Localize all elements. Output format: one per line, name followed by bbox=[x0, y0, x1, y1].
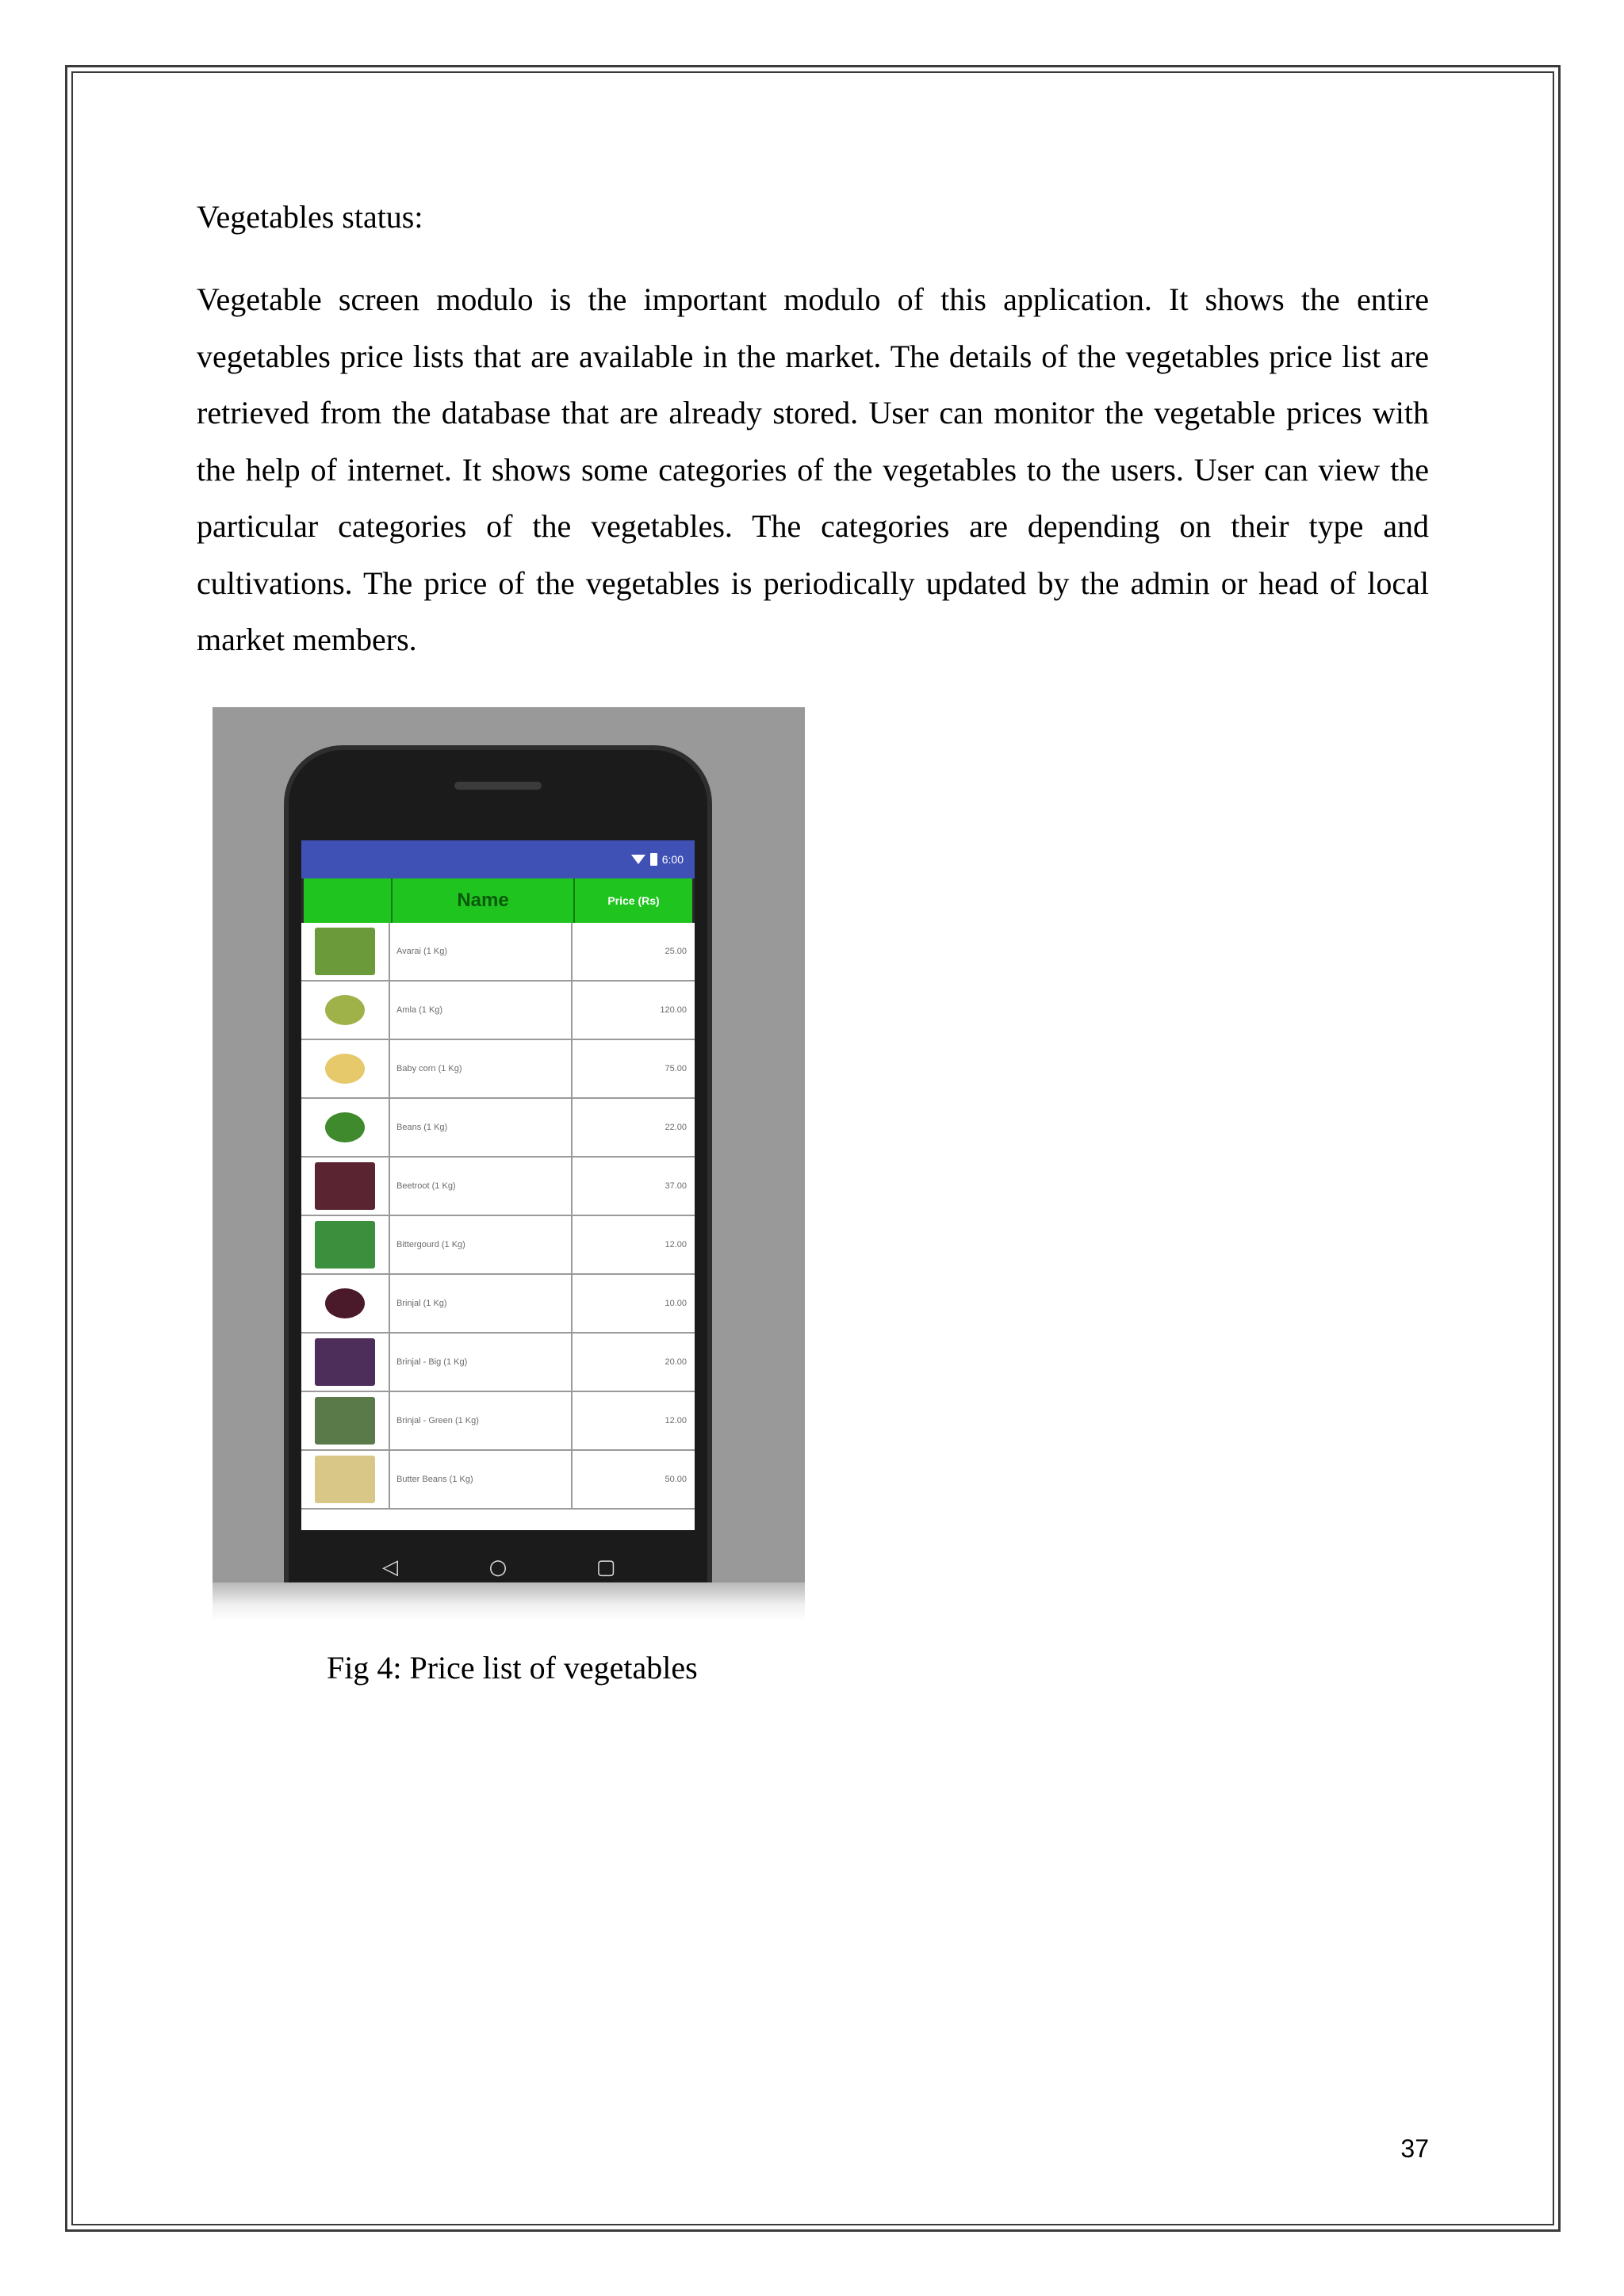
row-name: Brinjal - Big (1 Kg) bbox=[390, 1334, 573, 1391]
price-table-body bbox=[301, 923, 695, 1510]
row-name: Beetroot (1 Kg) bbox=[390, 1158, 573, 1215]
phone-screen bbox=[301, 840, 695, 1530]
row-name: Avarai (1 Kg) bbox=[390, 923, 573, 980]
table-row[interactable] bbox=[301, 982, 695, 1040]
phone-screenshot-figure bbox=[213, 707, 805, 1621]
brinjal-big-thumbnail bbox=[315, 1338, 375, 1386]
row-name: Beans (1 Kg) bbox=[390, 1099, 573, 1156]
row-price: 75.00 bbox=[665, 1064, 687, 1073]
row-image-cell bbox=[301, 1099, 390, 1156]
amla-thumbnail bbox=[325, 995, 365, 1025]
row-image-cell bbox=[301, 923, 390, 980]
row-image-cell bbox=[301, 982, 390, 1039]
table-row[interactable] bbox=[301, 923, 695, 982]
row-price: 120.00 bbox=[660, 1005, 687, 1015]
recents-icon[interactable]: ▢ bbox=[596, 1556, 616, 1579]
header-image-column bbox=[304, 878, 393, 923]
table-row[interactable] bbox=[301, 1392, 695, 1451]
brinjal-green-thumbnail bbox=[315, 1397, 375, 1445]
table-row[interactable] bbox=[301, 1216, 695, 1275]
baby-corn-thumbnail bbox=[325, 1054, 365, 1084]
row-image-cell bbox=[301, 1040, 390, 1097]
row-price: 25.00 bbox=[665, 947, 687, 956]
row-price: 22.00 bbox=[665, 1123, 687, 1132]
row-image-cell bbox=[301, 1158, 390, 1215]
row-name: Brinjal - Green (1 Kg) bbox=[390, 1392, 573, 1449]
table-row[interactable] bbox=[301, 1334, 695, 1392]
table-row[interactable] bbox=[301, 1158, 695, 1216]
home-icon[interactable]: ○ bbox=[488, 1556, 508, 1579]
phone-mockup bbox=[284, 745, 712, 1594]
figure-caption: Fig 4: Price list of vegetables bbox=[327, 1650, 698, 1686]
price-table-header bbox=[301, 878, 695, 923]
row-price: 50.00 bbox=[665, 1475, 687, 1484]
header-name: Name bbox=[393, 878, 575, 923]
page-number: 37 bbox=[1400, 2134, 1429, 2163]
section-heading: Vegetables status: bbox=[197, 199, 423, 235]
row-price: 20.00 bbox=[665, 1357, 687, 1367]
row-price: 12.00 bbox=[665, 1240, 687, 1249]
beetroot-thumbnail bbox=[315, 1162, 375, 1210]
figure-bottom-strip bbox=[213, 1582, 805, 1621]
row-name: Brinjal (1 Kg) bbox=[390, 1275, 573, 1332]
row-image-cell bbox=[301, 1275, 390, 1332]
beans-thumbnail bbox=[325, 1112, 365, 1142]
status-bar bbox=[301, 840, 695, 878]
row-image-cell bbox=[301, 1451, 390, 1508]
row-name: Baby corn (1 Kg) bbox=[390, 1040, 573, 1097]
table-row[interactable] bbox=[301, 1451, 695, 1510]
row-name: Butter Beans (1 Kg) bbox=[390, 1451, 573, 1508]
brinjal-thumbnail bbox=[325, 1288, 365, 1318]
phone-speaker bbox=[454, 782, 542, 790]
row-price: 37.00 bbox=[665, 1181, 687, 1191]
row-name: Amla (1 Kg) bbox=[390, 982, 573, 1039]
table-row[interactable] bbox=[301, 1040, 695, 1099]
bittergourd-thumbnail bbox=[315, 1221, 375, 1269]
row-price: 10.00 bbox=[665, 1299, 687, 1308]
wifi-icon bbox=[631, 855, 645, 864]
section-paragraph: Vegetable screen modulo is the important modulo of this application. It shows the entire vegetables price lists that are available in the market. The details of the vegetables price list are retrieved from the database that are already stored. User can monitor the vegetable prices with the help of internet. It shows some categories of the vegetables to the users. User can view the particular categories of the vegetables. The categories are depending on their type and cultivations. The price of the vegetables is periodically updated by the admin or head of local market members. bbox=[197, 281, 1429, 657]
battery-icon bbox=[650, 853, 657, 866]
back-icon[interactable]: ◁ bbox=[382, 1556, 398, 1579]
row-image-cell bbox=[301, 1216, 390, 1273]
row-name: Bittergourd (1 Kg) bbox=[390, 1216, 573, 1273]
row-price: 12.00 bbox=[665, 1416, 687, 1425]
table-row[interactable] bbox=[301, 1099, 695, 1158]
table-row[interactable] bbox=[301, 1275, 695, 1334]
header-price: Price (Rs) bbox=[607, 894, 660, 907]
avarai-thumbnail bbox=[315, 928, 375, 975]
status-time: 6:00 bbox=[661, 853, 684, 866]
row-image-cell bbox=[301, 1334, 390, 1391]
row-image-cell bbox=[301, 1392, 390, 1449]
butter-beans-thumbnail bbox=[315, 1456, 375, 1503]
